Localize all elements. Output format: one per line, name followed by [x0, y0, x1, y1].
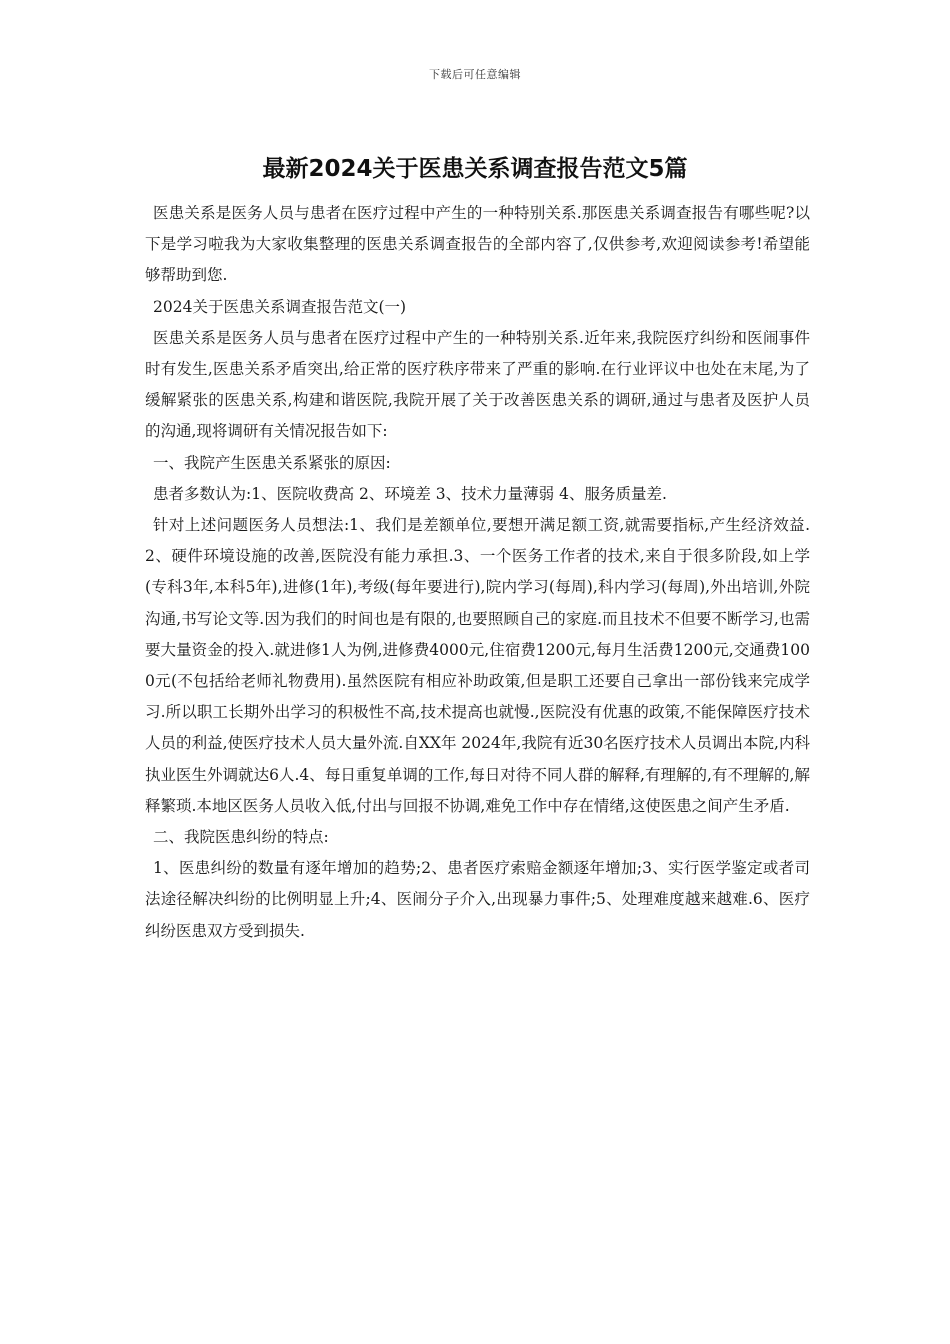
body-paragraph: 患者多数认为:1、医院收费高 2、环境差 3、技术力量薄弱 4、服务质量差.: [153, 484, 667, 503]
body-paragraph: 1、医患纠纷的数量有逐年增加的趋势;2、患者医疗索赔金额逐年增加;3、实行医学鉴定或者司法途径解决纠纷的比例明显上升;4、医闹分子介入,出现暴力事件;5、处理难度越来越难.6、医疗纠纷医患双方受到损失.: [145, 859, 810, 940]
intro-paragraph: 医患关系是医务人员与患者在医疗过程中产生的一种特别关系.那医患关系调查报告有哪些呢?以下是学习啦我为大家收集整理的医患关系调查报告的全部内容了,仅供参考,欢迎阅读参考!希望能够帮助到您.: [145, 204, 810, 285]
document-body: [145, 198, 810, 947]
subheading-features: 二、我院医患纠纷的特点:: [153, 828, 329, 847]
subheading-causes: 一、我院产生医患关系紧张的原因:: [153, 453, 391, 472]
body-paragraph: 针对上述问题医务人员想法:1、我们是差额单位,要想开满足额工资,就需要指标,产生经济效益.2、硬件环境设施的改善,医院没有能力承担.3、一个医务工作者的技术,来自于很多阶段,如上学(专科3年,本科5年),进修(1年),考级(每年要进行),院内学习(每周),科内学习(每周),外出培训,外院沟通,书写论文等.因为我们的时间也是有限的,也要照顾自己的家庭.而且技术不但要不断学习,也需要大量资金的投入.就进修1人为例,进修费4000元,住宿费1200元,每月生活费1200元,交通费1000元(不包括给老师礼物费用).虽然医院有相应补助政策,但是职工还要自己拿出一部份钱来完成学习.所以职工长期外出学习的积极性不高,技术提高也就慢.,医院没有优惠的政策,不能保障医疗技术人员的利益,使医疗技术人员大量外流.自XX年 2024年,我院有近30名医疗技术人员调出本院,内科执业医生外调就达6人.4、每日重复单调的工作,每日对待不同人群的解释,有理解的,有不理解的,解释繁琐.本地区医务人员收入低,付出与回报不协调,难免工作中存在情绪,这使医患之间产生矛盾.: [145, 516, 810, 815]
body-paragraph: 医患关系是医务人员与患者在医疗过程中产生的一种特别关系.近年来,我院医疗纠纷和医闹事件时有发生,医患关系矛盾突出,给正常的医疗秩序带来了严重的影响.在行业评议中也处在末尾,为了缓解紧张的医患关系,构建和谐医院,我院开展了关于改善医患关系的调研,通过与患者及医护人员的沟通,现将调研有关情况报告如下:: [145, 328, 810, 441]
document-title: 最新2024关于医患关系调查报告范文5篇: [262, 156, 688, 182]
header-note: 下载后可任意编辑: [429, 68, 521, 81]
section-heading-sample-1: 2024关于医患关系调查报告范文(一): [153, 297, 407, 316]
